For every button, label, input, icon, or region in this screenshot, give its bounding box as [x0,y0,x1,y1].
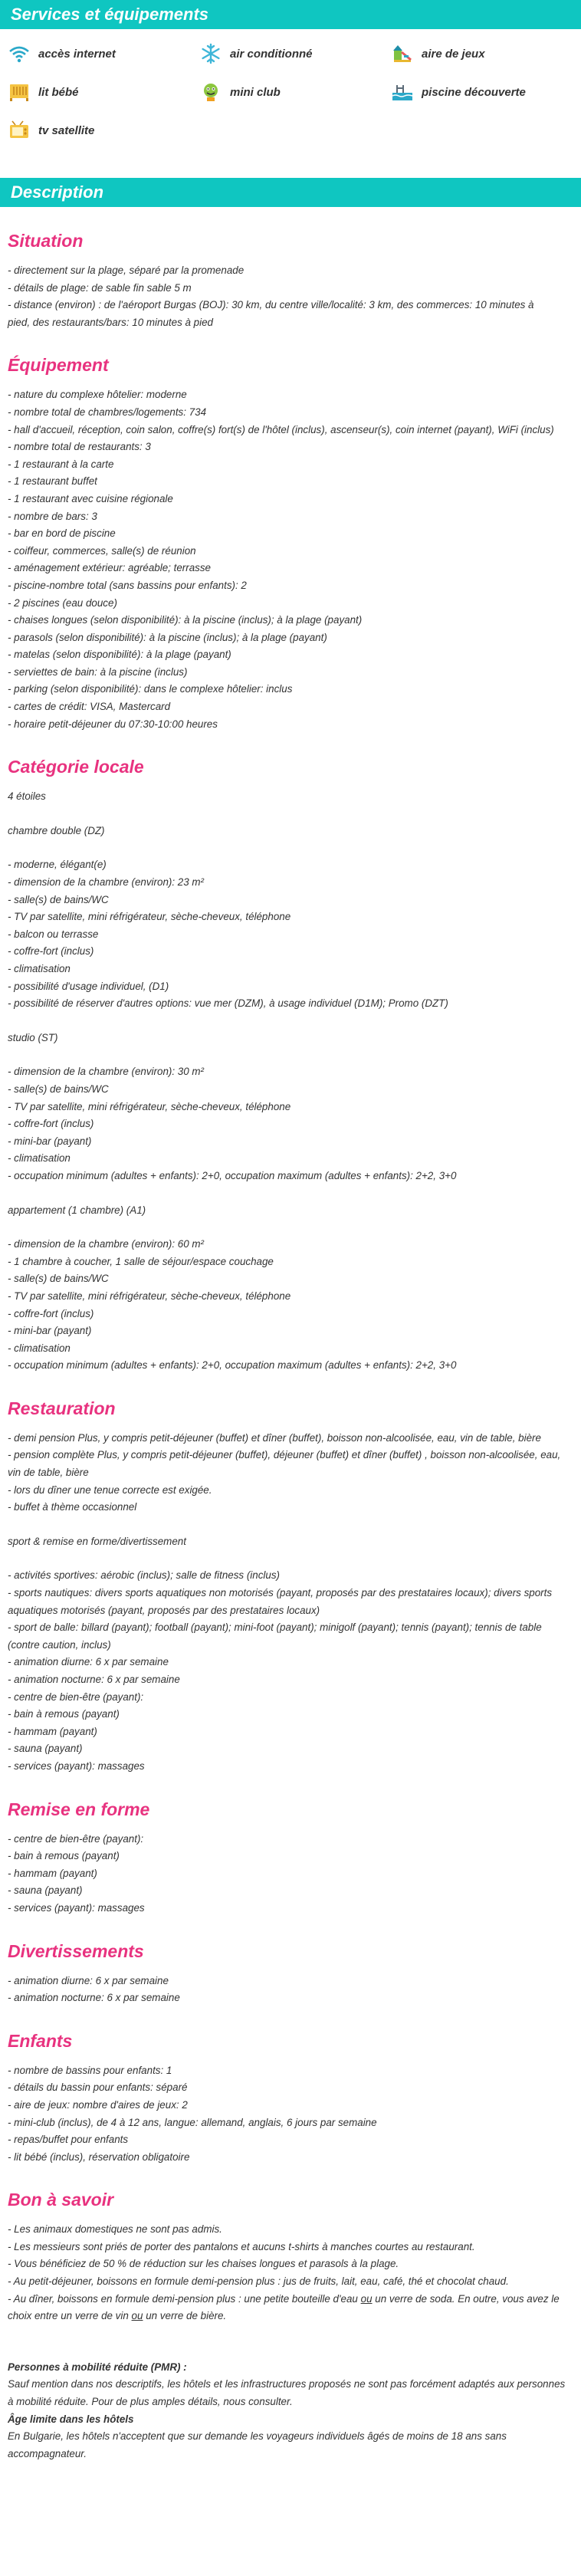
text-line: - cartes de crédit: VISA, Mastercard [8,701,171,713]
text-line: - climatisation [8,1342,71,1354]
service-miniclub [199,78,391,106]
text-line: - salle(s) de bains/WC [8,1273,109,1285]
text-line: - sauna (payant) [8,1743,83,1755]
text-fragment: un verre de soda. En outre, vous avez le [375,2292,560,2305]
text-line: - balcon ou terrasse [8,928,99,940]
text-line: - animation diurne: 6 x par semaine [8,1974,169,1986]
kids-club-icon [199,80,222,104]
wifi-icon [8,42,31,65]
text-line: - détails du bassin pour enfants: séparé [8,2082,188,2094]
text-line: - 1 restaurant buffet [8,475,97,488]
text-line: - sports nautiques: divers sports aquatiques non motorisés (payant, proposés par des prestataires locaux); divers sports [8,1587,553,1599]
text-line: En Bulgarie, les hôtels n'acceptent que sur demande les voyageurs individuels âgés de moins de 18 ans sans [8,2430,507,2443]
text-line: à mobilité réduite. Pour de plus amples détails, nous consulter. [8,2396,293,2408]
text-line: - bain à remous (payant) [8,1850,120,1862]
text-line: - hammam (payant) [8,1725,97,1737]
text-line: - pension complète Plus, y compris petit-déjeuner (buffet), déjeuner (buffet) et dîner (buffet) , boisson non-alcoolisée, eau, [8,1449,561,1461]
section-title: Restauration [8,1398,116,1418]
services-grid [0,29,581,144]
text-line: - chaises longues (selon disponibilité): à la piscine (inclus); à la plage (payant) [8,614,363,626]
text-line: - distance (environ) : de l'aéroport Burgas (BOJ): 30 km, du centre ville/localité: 3 km, des commerces: 10 minutes à [8,299,534,311]
text-line: - occupation minimum (adultes + enfants): 2+0, occupation maximum (adultes + enfants): 2+2, 3+0 [8,1169,457,1181]
text-line: - salle(s) de bains/WC [8,893,109,905]
text-line: - détails de plage: de sable fin sable 5 m [8,281,192,294]
text-line: - possibilité de réserver d'autres options: vue mer (DZM), à usage individuel (D1M); Promo (DZT) [8,997,448,1010]
text-line: - hall d'accueil, réception, coin salon, coffre(s) fort(s) de l'hôtel (inclus), ascenseur(s), coin internet (payant), WiFi (inclus) [8,423,554,435]
service-crib [8,78,199,106]
section-1 [8,354,573,733]
text-line: - Au petit-déjeuner, boissons en formule demi-pension plus : jus de fruits, lait, eau, café, thé et chocolat chaud. [8,2275,509,2288]
text-line: aquatiques motorisés (payant, proposés par des prestataires locaux) [8,1604,320,1616]
section-2 [8,756,573,1375]
text-line: 4 étoiles [8,790,46,803]
text-line: - mini-bar (payant) [8,1135,92,1147]
text-line: - nombre de bars: 3 [8,510,97,522]
service-label: lit bébé [38,85,79,99]
service-internet [8,40,199,67]
snowflake-icon [199,42,222,65]
text-line: - demi pension Plus, y compris petit-déjeuner (buffet) et dîner (buffet), boisson non-alcoolisée, eau, vin de table, bière [8,1431,541,1444]
text-line [8,2308,573,2325]
text-line: studio (ST) [8,1031,58,1043]
text-line: - Les animaux domestiques ne sont pas admis. [8,2223,222,2236]
text-line: - mini-bar (payant) [8,1325,92,1337]
text-line: - centre de bien-être (payant): [8,1832,144,1845]
text-line: sport & remise en forme/divertissement [8,1535,186,1547]
text-line: - dimension de la chambre (environ): 23 m² [8,876,205,889]
section-title: Remise en forme [8,1799,150,1819]
description-body [0,230,581,2463]
text-line: - moderne, élégant(e) [8,859,107,871]
section-6 [8,2030,573,2167]
text-line: - 1 restaurant avec cuisine régionale [8,492,173,504]
text-line: - TV par satellite, mini réfrigérateur, sèche-cheveux, téléphone [8,911,291,923]
section-0 [8,230,573,331]
text-line: (contre caution, inclus) [8,1638,111,1651]
text-line: - possibilité d'usage individuel, (D1) [8,980,169,992]
text-line: - coffre-fort (inclus) [8,1118,94,1130]
text-line: - services (payant): massages [8,1760,145,1772]
text-line: - bain à remous (payant) [8,1708,120,1720]
text-line: - coffre-fort (inclus) [8,1307,94,1319]
text-line: - parasols (selon disponibilité): à la piscine (inclus); à la plage (payant) [8,631,327,643]
service-label: tv satellite [38,123,95,137]
text-line: - buffet à thème occasionnel [8,1501,137,1513]
playground-icon [391,42,414,65]
text-line: - dimension de la chambre (environ): 60 m² [8,1238,205,1250]
text-line: accompagnateur. [8,2447,87,2459]
text-line: - nombre de bassins pour enfants: 1 [8,2064,172,2076]
text-line: - nombre total de chambres/logements: 734 [8,406,207,418]
service-label: mini club [230,85,281,99]
service-aircon [199,40,391,67]
text-line: - aire de jeux: nombre d'aires de jeux: 2 [8,2098,188,2111]
text-line: - climatisation [8,963,71,974]
text-line: - dimension de la chambre (environ): 30 m² [8,1066,205,1078]
section-4 [8,1799,573,1917]
text-line: - horaire petit-déjeuner du 07:30-10:00 heures [8,718,218,730]
text-line: - TV par satellite, mini réfrigérateur, sèche-cheveux, téléphone [8,1100,291,1112]
service-playground [391,40,581,67]
pool-icon [391,80,414,104]
text-line: - piscine-nombre total (sans bassins pour enfants): 2 [8,579,247,591]
text-line: - mini-club (inclus), de 4 à 12 ans, langue: allemand, anglais, 6 jours par semaine [8,2116,377,2128]
text-fragment: un verre de bière. [146,2310,227,2322]
text-line: - hammam (payant) [8,1867,97,1879]
text-line: - sport de balle: billard (payant); football (payant); mini-foot (payant); minigolf (payant); tennis (payant); tennis de table [8,1622,542,1634]
text-line: - coffre-fort (inclus) [8,945,94,958]
age-limit-title: Âge limite dans les hôtels [8,2413,134,2425]
text-line: - parking (selon disponibilité): dans le complexe hôtelier: inclus [8,683,293,695]
text-line: - bar en bord de piscine [8,527,116,540]
text-line: - animation nocturne: 6 x par semaine [8,1674,180,1685]
description-header: Description [0,178,581,207]
text-line: - sauna (payant) [8,1884,83,1897]
text-line: - climatisation [8,1152,71,1165]
text-line: - salle(s) de bains/WC [8,1083,109,1095]
text-line [8,2291,573,2308]
text-line: - occupation minimum (adultes + enfants): 2+0, occupation maximum (adultes + enfants): 2+2, 3+0 [8,1359,457,1372]
underlined-word: ou [131,2310,143,2322]
text-line: - lit bébé (inclus), réservation obligatoire [8,2150,190,2163]
section-title: Situation [8,231,84,251]
text-line: - Vous bénéficiez de 50 % de réduction sur les chaises longues et parasols à la plage. [8,2258,399,2270]
service-label: aire de jeux [422,47,485,61]
underlined-word: ou [360,2292,373,2305]
text-line: - 1 chambre à coucher, 1 salle de séjour/espace couchage [8,1255,274,1267]
section-5 [8,1940,573,2007]
text-fragment: - Au dîner, boissons en formule demi-pension plus : une petite bouteille d'eau [8,2292,358,2305]
service-label: piscine découverte [422,85,526,99]
text-line: - aménagement extérieur: agréable; terrasse [8,562,211,574]
text-line: Sauf mention dans nos descriptifs, les hôtels et les infrastructures proposés ne sont pas forcément adaptés aux personnes [8,2378,566,2390]
text-line: - animation diurne: 6 x par semaine [8,1656,169,1668]
text-line: chambre double (DZ) [8,824,105,836]
text-line: - directement sur la plage, séparé par la promenade [8,264,245,276]
pmr-title: Personnes à mobilité réduite (PMR) : [8,2361,187,2373]
section-title: Divertissements [8,1940,144,1961]
text-line: - repas/buffet pour enfants [8,2134,129,2146]
text-line: - nature du complexe hôtelier: moderne [8,389,187,401]
text-line: - 2 piscines (eau douce) [8,596,117,609]
text-line: - matelas (selon disponibilité): à la plage (payant) [8,649,231,661]
text-line: appartement (1 chambre) (A1) [8,1204,146,1216]
description-sections [8,230,573,2166]
satellite-tv-icon [8,119,31,142]
text-line: - activités sportives: aérobic (inclus); salle de fitness (inclus) [8,1569,280,1582]
text-line: - nombre total de restaurants: 3 [8,441,151,453]
section-3 [8,1398,573,1776]
service-label: air conditionné [230,47,313,61]
section-bon-a-savoir [8,2189,573,2463]
text-line: - 1 restaurant à la carte [8,458,114,470]
text-line: - centre de bien-être (payant): [8,1691,144,1703]
section-title: Équipement [8,355,109,376]
text-fragment: choix entre un verre de vin [8,2310,129,2322]
service-tv [8,117,199,144]
services-header: Services et équipements [0,0,581,29]
text-line: - services (payant): massages [8,1901,145,1914]
crib-icon [8,80,31,104]
section-title: Enfants [8,2030,73,2051]
text-line: - coiffeur, commerces, salle(s) de réunion [8,544,196,557]
text-line: vin de table, bière [8,1467,89,1479]
text-line: - Les messieurs sont priés de porter des pantalons et aucuns t-shirts à manches courtes au restaurant. [8,2240,475,2252]
service-label: accès internet [38,47,116,61]
text-line: pied, des restaurants/bars: 10 minutes à pied [8,316,213,328]
text-line: - lors du dîner une tenue correcte est exigée. [8,1484,212,1496]
section-title: Catégorie locale [8,757,144,777]
text-line: - serviettes de bain: à la piscine (inclus) [8,665,188,678]
service-pool [391,78,581,106]
section-title: Bon à savoir [8,2190,114,2210]
text-line: - animation nocturne: 6 x par semaine [8,1992,180,2004]
text-line: - TV par satellite, mini réfrigérateur, sèche-cheveux, téléphone [8,1290,291,1302]
